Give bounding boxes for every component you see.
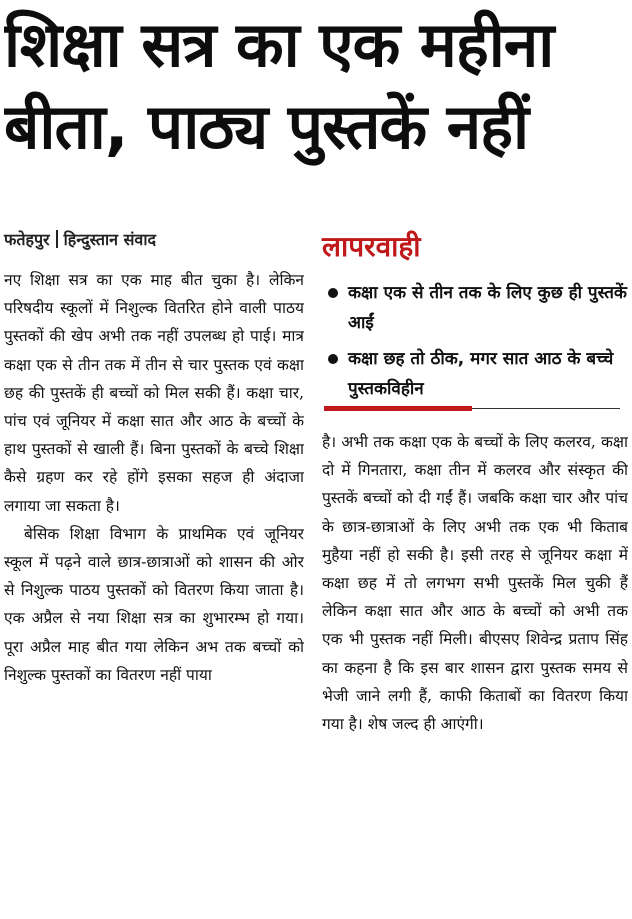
article-paragraph: नए शिक्षा सत्र का एक माह बीत चुका है। लेकिन परिषदीय स्कूलों में निशुल्क वितरित होने वाली पाठय पुस्तकों की खेप अभी तक नहीं उपलब्ध हो पाई। मात्र कक्षा एक से तीन तक में तीन से चार पुस्तक एवं कक्षा छह की पुस्तकें ही बच्चों को मिल सकी हैं। कक्षा चार, पांच एवं जूनियर में कक्षा सात और आठ के बच्चों के हाथ पुस्तकों से खाली हैं। बिना पुस्तकों के बच्चे शिक्षा कैसे ग्रहण कर रहे होंगे इसका सहज ही अंदाजा लगाया जा सकता है। [4, 271, 304, 515]
highlight-point-text: कक्षा छह तो ठीक, मगर सात आठ के बच्चे पुस्तकविहीन [348, 349, 614, 399]
highlight-list [322, 278, 628, 404]
article-left-column [4, 266, 304, 916]
byline [4, 228, 304, 250]
article-paragraph: है। अभी तक कक्षा एक के बच्चों के लिए कलरव, कक्षा दो में गिनतारा, कक्षा तीन में कलरव और संस्कृत की पुस्तकें बच्चों को दी गईं हैं। जबकि कक्षा चार और पांच के छात्र-छात्राओं के लिए अभी तक एक भी किताब मुहैया नहीं हो सकी है। इसी तरह से जूनियर कक्षा में कक्षा छह में तो लगभग सभी पुस्तकें मिल चुकी हैं लेकिन कक्षा सात और आठ के बच्चों को अभी तक एक भी पुस्तक नहीं मिली। बीएसए शिवेन्द्र प्रताप सिंह का कहना है कि इस बार शासन द्वारा पुस्तक समय से भेजी जाने लगी हैं, काफी किताबों का वितरण किया गया है। शेष जल्द ही आएंगी। [322, 433, 628, 734]
divider-line [472, 408, 620, 409]
byline-source: हिन्दुस्तान संवाद [63, 230, 156, 249]
highlight-point [322, 344, 628, 404]
byline-separator [56, 230, 58, 248]
highlight-point [322, 278, 628, 338]
headline-line-1: शिक्षा सत्र का एक महीना [4, 8, 554, 81]
highlight-heading: लापरवाही [322, 230, 421, 263]
bullet-icon [328, 288, 338, 298]
headline-line-2: बीता, पाठ्य पुस्तकें नहीं [4, 90, 529, 163]
highlight-point-text: कक्षा एक से तीन तक के लिए कुछ ही पुस्तकें आईं [348, 283, 627, 333]
bullet-icon [328, 354, 338, 364]
article-right-column [322, 428, 628, 918]
headline [4, 4, 628, 168]
article-paragraph: बेसिक शिक्षा विभाग के प्राथमिक एवं जूनियर स्कूल में पढ़ने वाले छात्र-छात्राओं को शासन की ओर से निशुल्क पाठय पुस्तकों को वितरण किया जाता है। एक अप्रैल से नया शिक्षा सत्र का शुभारम्भ हो गया। पूरा अप्रैल माह बीत गया लेकिन अभ तक बच्चों को निशुल्क पुस्तकों का वितरण नहीं पाया [4, 524, 304, 684]
byline-location: फतेहपुर [4, 230, 50, 249]
divider-accent [324, 406, 472, 411]
highlight-box [322, 228, 628, 410]
